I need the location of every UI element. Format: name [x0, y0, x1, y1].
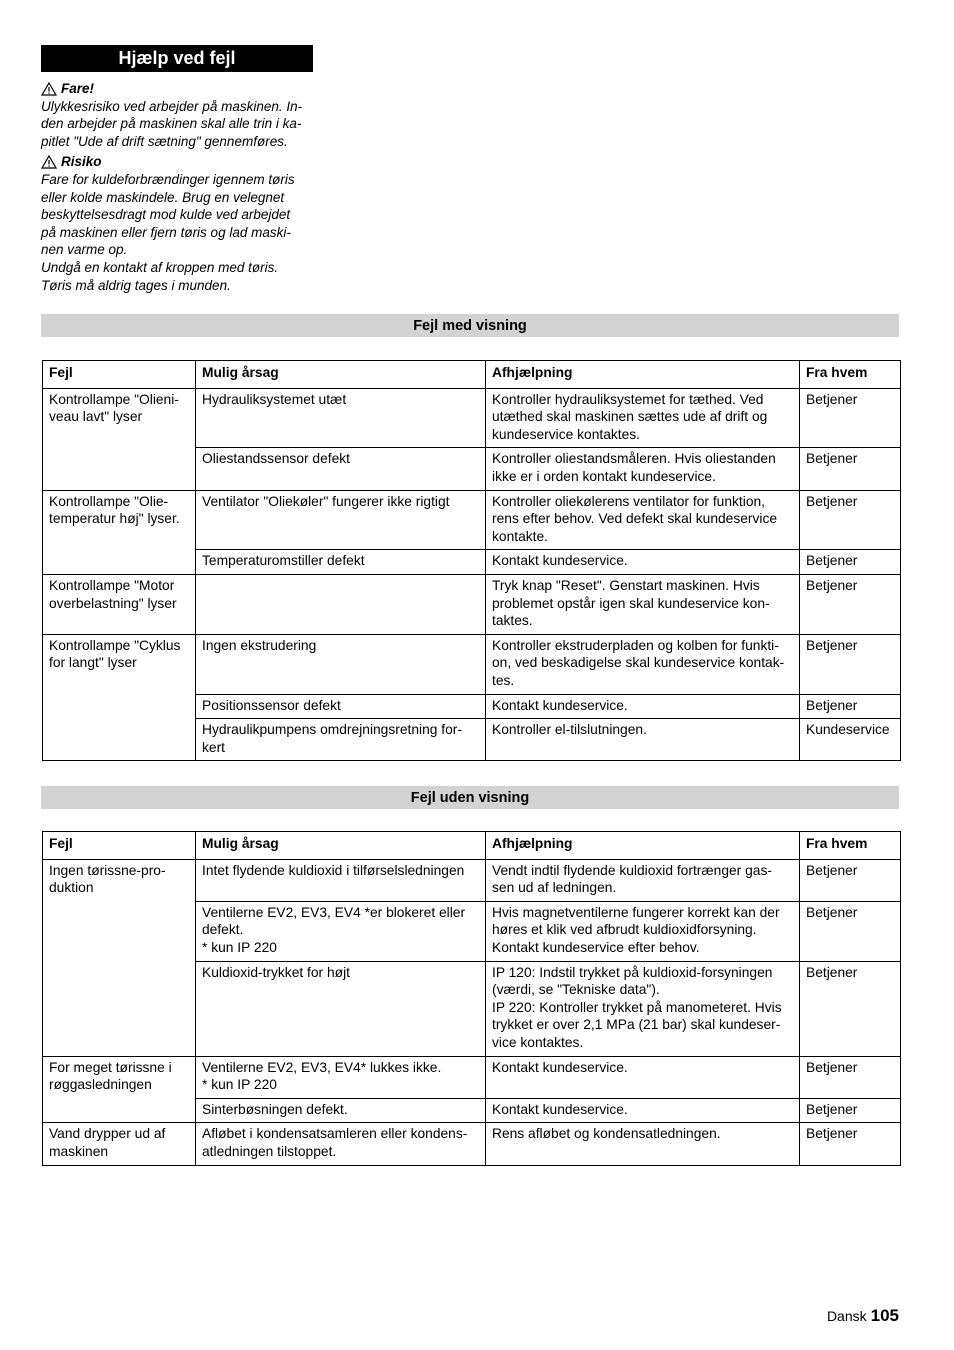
remedy-cell-line: Kontakt kundeservice.	[492, 553, 628, 569]
page-number: 105	[870, 1306, 899, 1325]
fault-cell-line: overbelastning" lyser	[49, 595, 177, 611]
fault-cell-line: Kontrollampe "Olieni-	[49, 391, 179, 407]
who-cell: Betjener	[800, 901, 901, 961]
cause-cell-line: Hydrauliksystemet utæt	[202, 391, 347, 407]
footer-language: Dansk	[826, 1308, 867, 1324]
fault-cell	[43, 634, 196, 761]
cause-cell	[196, 1098, 486, 1123]
remedy-cell-line: Tryk knap "Reset". Genstart maskinen. Hvis	[492, 577, 760, 593]
table-row	[43, 490, 901, 550]
cause-cell	[196, 961, 486, 1056]
fault-cell-line: røggasledningen	[49, 1077, 152, 1093]
fault-cell	[43, 574, 196, 634]
who-cell: Betjener	[800, 550, 901, 575]
fault-cell-line: maskinen	[49, 1143, 109, 1159]
column-header-fault: Fejl	[43, 832, 196, 860]
cause-cell	[196, 388, 486, 448]
remedy-cell-line: Rens afløbet og kondensatledningen.	[492, 1126, 721, 1142]
column-header-fault: Fejl	[43, 361, 196, 389]
section-heading-with-display: Fejl med visning	[41, 314, 899, 337]
who-cell: Betjener	[800, 448, 901, 490]
who-cell: Betjener	[800, 1123, 901, 1165]
column-header-cause: Mulig årsag	[196, 832, 486, 860]
column-header-remedy: Afhjælpning	[486, 361, 800, 389]
fault-cell	[43, 859, 196, 1056]
remedy-cell	[486, 1098, 800, 1123]
remedy-cell-line: Kontroller ekstruderpladen og kolben for funkti-	[492, 637, 779, 653]
cause-cell-line: atledningen tilstoppet.	[202, 1143, 337, 1159]
column-header-remedy: Afhjælpning	[486, 832, 800, 860]
table-row	[43, 1123, 901, 1165]
remedy-cell	[486, 388, 800, 448]
warning-line: den arbejder på maskinen skal alle trin i ka-	[41, 116, 302, 132]
warning-text	[41, 98, 321, 151]
who-cell: Betjener	[800, 859, 901, 901]
remedy-cell-line: kundeservice kontaktes.	[492, 426, 641, 442]
remedy-cell-line: on, ved beskadigelse skal kundeservice kontak-	[492, 655, 785, 671]
remedy-cell	[486, 961, 800, 1056]
risk-line: Fare for kuldeforbrændinger igennem tøris	[41, 171, 295, 187]
column-header-who: Fra hvem	[800, 361, 901, 389]
who-cell: Betjener	[800, 634, 901, 694]
remedy-cell-line: taktes.	[492, 613, 533, 629]
warning-line: Ulykkesrisiko ved arbejder på maskinen. In-	[41, 98, 303, 114]
fault-cell-line: for langt" lyser	[49, 655, 137, 671]
who-cell: Kundeservice	[800, 719, 901, 761]
table-header-row	[43, 361, 901, 389]
who-cell: Betjener	[800, 1098, 901, 1123]
risk-line: på maskinen eller fjern tøris og lad maski-	[41, 224, 291, 240]
warning-block	[41, 80, 321, 150]
risk-heading-text: Risiko	[61, 154, 102, 170]
remedy-cell-line: ikke er i orden kontakt kundeservice.	[492, 468, 716, 484]
fault-cell-line: Kontrollampe "Cyklus	[49, 637, 181, 653]
cause-cell	[196, 448, 486, 490]
column-header-who: Fra hvem	[800, 832, 901, 860]
table-header-row	[43, 832, 901, 860]
who-cell: Betjener	[800, 388, 901, 448]
column-header-cause: Mulig årsag	[196, 361, 486, 389]
fault-cell-line: Vand drypper ud af	[49, 1126, 166, 1142]
remedy-cell	[486, 859, 800, 901]
remedy-cell-line: Kontakt kundeservice.	[492, 1059, 628, 1075]
warning-triangle-icon	[41, 155, 57, 169]
remedy-cell-line: IP 220: Kontroller trykket på manometeret. Hvis	[492, 999, 782, 1015]
table-row	[43, 634, 901, 694]
remedy-cell-line: Kontakt kundeservice.	[492, 1101, 628, 1117]
remedy-cell	[486, 719, 800, 761]
remedy-cell	[486, 490, 800, 550]
cause-cell-line: Kuldioxid-trykket for højt	[202, 964, 350, 980]
cause-cell-line: Ventilerne EV2, EV3, EV4* lukkes ikke.	[202, 1059, 442, 1075]
remedy-cell-line: vice kontaktes.	[492, 1034, 584, 1050]
warning-heading-text: Fare!	[61, 81, 95, 96]
cause-cell-line: defekt.	[202, 922, 244, 938]
cause-cell-line: * kun IP 220	[202, 939, 277, 955]
cause-cell	[196, 694, 486, 719]
risk-line: beskyttelsesdragt mod kulde ved arbejdet	[41, 207, 291, 223]
fault-cell	[43, 1056, 196, 1123]
cause-cell	[196, 634, 486, 694]
risk-text	[41, 171, 321, 294]
who-cell: Betjener	[800, 490, 901, 550]
fault-cell-line: Kontrollampe "Olie-	[49, 493, 169, 509]
page-footer	[827, 1306, 899, 1326]
remedy-cell-line: Vendt indtil flydende kuldioxid fortrænger gas-	[492, 862, 772, 878]
fault-cell-line: duktion	[49, 880, 94, 896]
cause-cell-line: Ventilerne EV2, EV3, EV4 *er blokeret eller	[202, 904, 466, 920]
fault-cell-line: Kontrollampe "Motor	[49, 577, 175, 593]
risk-block	[41, 153, 321, 294]
remedy-cell-line: tes.	[492, 672, 515, 688]
remedy-cell-line: IP 120: Indstil trykket på kuldioxid-forsyningen	[492, 964, 773, 980]
remedy-cell-line: Kontroller oliestandsmåleren. Hvis oliestanden	[492, 451, 776, 467]
section-heading-without-display: Fejl uden visning	[41, 786, 899, 809]
table-row	[43, 859, 901, 901]
remedy-cell	[486, 1123, 800, 1165]
cause-cell-line: * kun IP 220	[202, 1077, 277, 1093]
cause-cell	[196, 550, 486, 575]
cause-cell-line: Ventilator "Oliekøler" fungerer ikke rigtigt	[202, 493, 450, 509]
who-cell: Betjener	[800, 574, 901, 634]
who-cell: Betjener	[800, 694, 901, 719]
risk-line: nen varme op.	[41, 242, 128, 258]
warning-triangle-icon	[41, 82, 57, 96]
cause-cell	[196, 719, 486, 761]
risk-line: Undgå en kontakt af kroppen med tøris.	[41, 259, 279, 275]
fault-cell-line: Ingen tørissne-pro-	[49, 862, 166, 878]
cause-cell-line: Ingen ekstrudering	[202, 637, 317, 653]
cause-cell	[196, 1056, 486, 1098]
fault-cell	[43, 490, 196, 574]
who-cell: Betjener	[800, 961, 901, 1056]
remedy-cell	[486, 448, 800, 490]
remedy-cell-line: problemet opstår igen skal kundeservice kon-	[492, 595, 770, 611]
cause-cell	[196, 901, 486, 961]
remedy-cell-line: Hvis magnetventilerne fungerer korrekt kan der	[492, 904, 780, 920]
fault-cell	[43, 1123, 196, 1165]
remedy-cell	[486, 634, 800, 694]
remedy-cell	[486, 694, 800, 719]
cause-cell-line: Hydraulikpumpens omdrejningsretning for-	[202, 722, 462, 738]
remedy-cell-line: høres et klik ved afbrudt kuldioxidforsyning.	[492, 922, 757, 938]
remedy-cell-line: Kontroller hydrauliksystemet for tæthed. Ved	[492, 391, 764, 407]
remedy-cell-line: trykket er over 2,1 MPa (21 bar) skal kundeser-	[492, 1017, 781, 1033]
risk-line: Tøris må aldrig tages i munden.	[41, 277, 231, 293]
table-row	[43, 574, 901, 634]
warning-heading	[41, 80, 321, 98]
cause-cell	[196, 859, 486, 901]
cause-cell	[196, 1123, 486, 1165]
warnings	[41, 79, 321, 294]
fault-cell	[43, 388, 196, 490]
warning-line: pitlet "Ude af drift sætning" gennemføres.	[41, 133, 288, 149]
remedy-cell-line: kontakte.	[492, 528, 548, 544]
fault-cell-line: veau lavt" lyser	[49, 409, 143, 425]
cause-cell-line: Temperaturomstiller defekt	[202, 553, 365, 569]
remedy-cell-line: Kontakt kundeservice.	[492, 697, 628, 713]
remedy-cell-line: (værdi, se "Tekniske data").	[492, 982, 660, 998]
cause-cell-line: Afløbet i kondensatsamleren eller kondens-	[202, 1126, 468, 1142]
cause-cell	[196, 490, 486, 550]
remedy-cell-line: utæthed skal maskinen sættes ude af drift og	[492, 409, 768, 425]
remedy-cell-line: Kontakt kundeservice efter behov.	[492, 939, 700, 955]
cause-cell-line: Positionssensor defekt	[202, 697, 341, 713]
risk-line: eller kolde maskindele. Brug en velegnet	[41, 189, 285, 205]
remedy-cell	[486, 901, 800, 961]
risk-heading	[41, 153, 321, 171]
remedy-cell	[486, 550, 800, 575]
fault-table-without-display	[42, 831, 901, 1166]
remedy-cell	[486, 1056, 800, 1098]
remedy-cell-line: sen ud af ledningen.	[492, 880, 617, 896]
cause-cell	[196, 574, 486, 634]
fault-cell-line: For meget tørissne i	[49, 1059, 172, 1075]
cause-cell-line: Oliestandssensor defekt	[202, 451, 351, 467]
table-row	[43, 1056, 901, 1098]
cause-cell-line: Intet flydende kuldioxid i tilførselsledningen	[202, 862, 465, 878]
fault-table-with-display	[42, 360, 901, 761]
remedy-cell-line: Kontroller el-tilslutningen.	[492, 722, 647, 738]
cause-cell-line: Sinterbøsningen defekt.	[202, 1101, 348, 1117]
page-title: Hjælp ved fejl	[41, 45, 313, 72]
remedy-cell-line: Kontroller oliekølerens ventilator for funktion,	[492, 493, 766, 509]
cause-cell-line: kert	[202, 739, 225, 755]
table-row	[43, 388, 901, 448]
who-cell: Betjener	[800, 1056, 901, 1098]
remedy-cell-line: rens efter behov. Ved defekt skal kundeservice	[492, 511, 778, 527]
remedy-cell	[486, 574, 800, 634]
fault-cell-line: temperatur høj" lyser.	[49, 511, 180, 527]
